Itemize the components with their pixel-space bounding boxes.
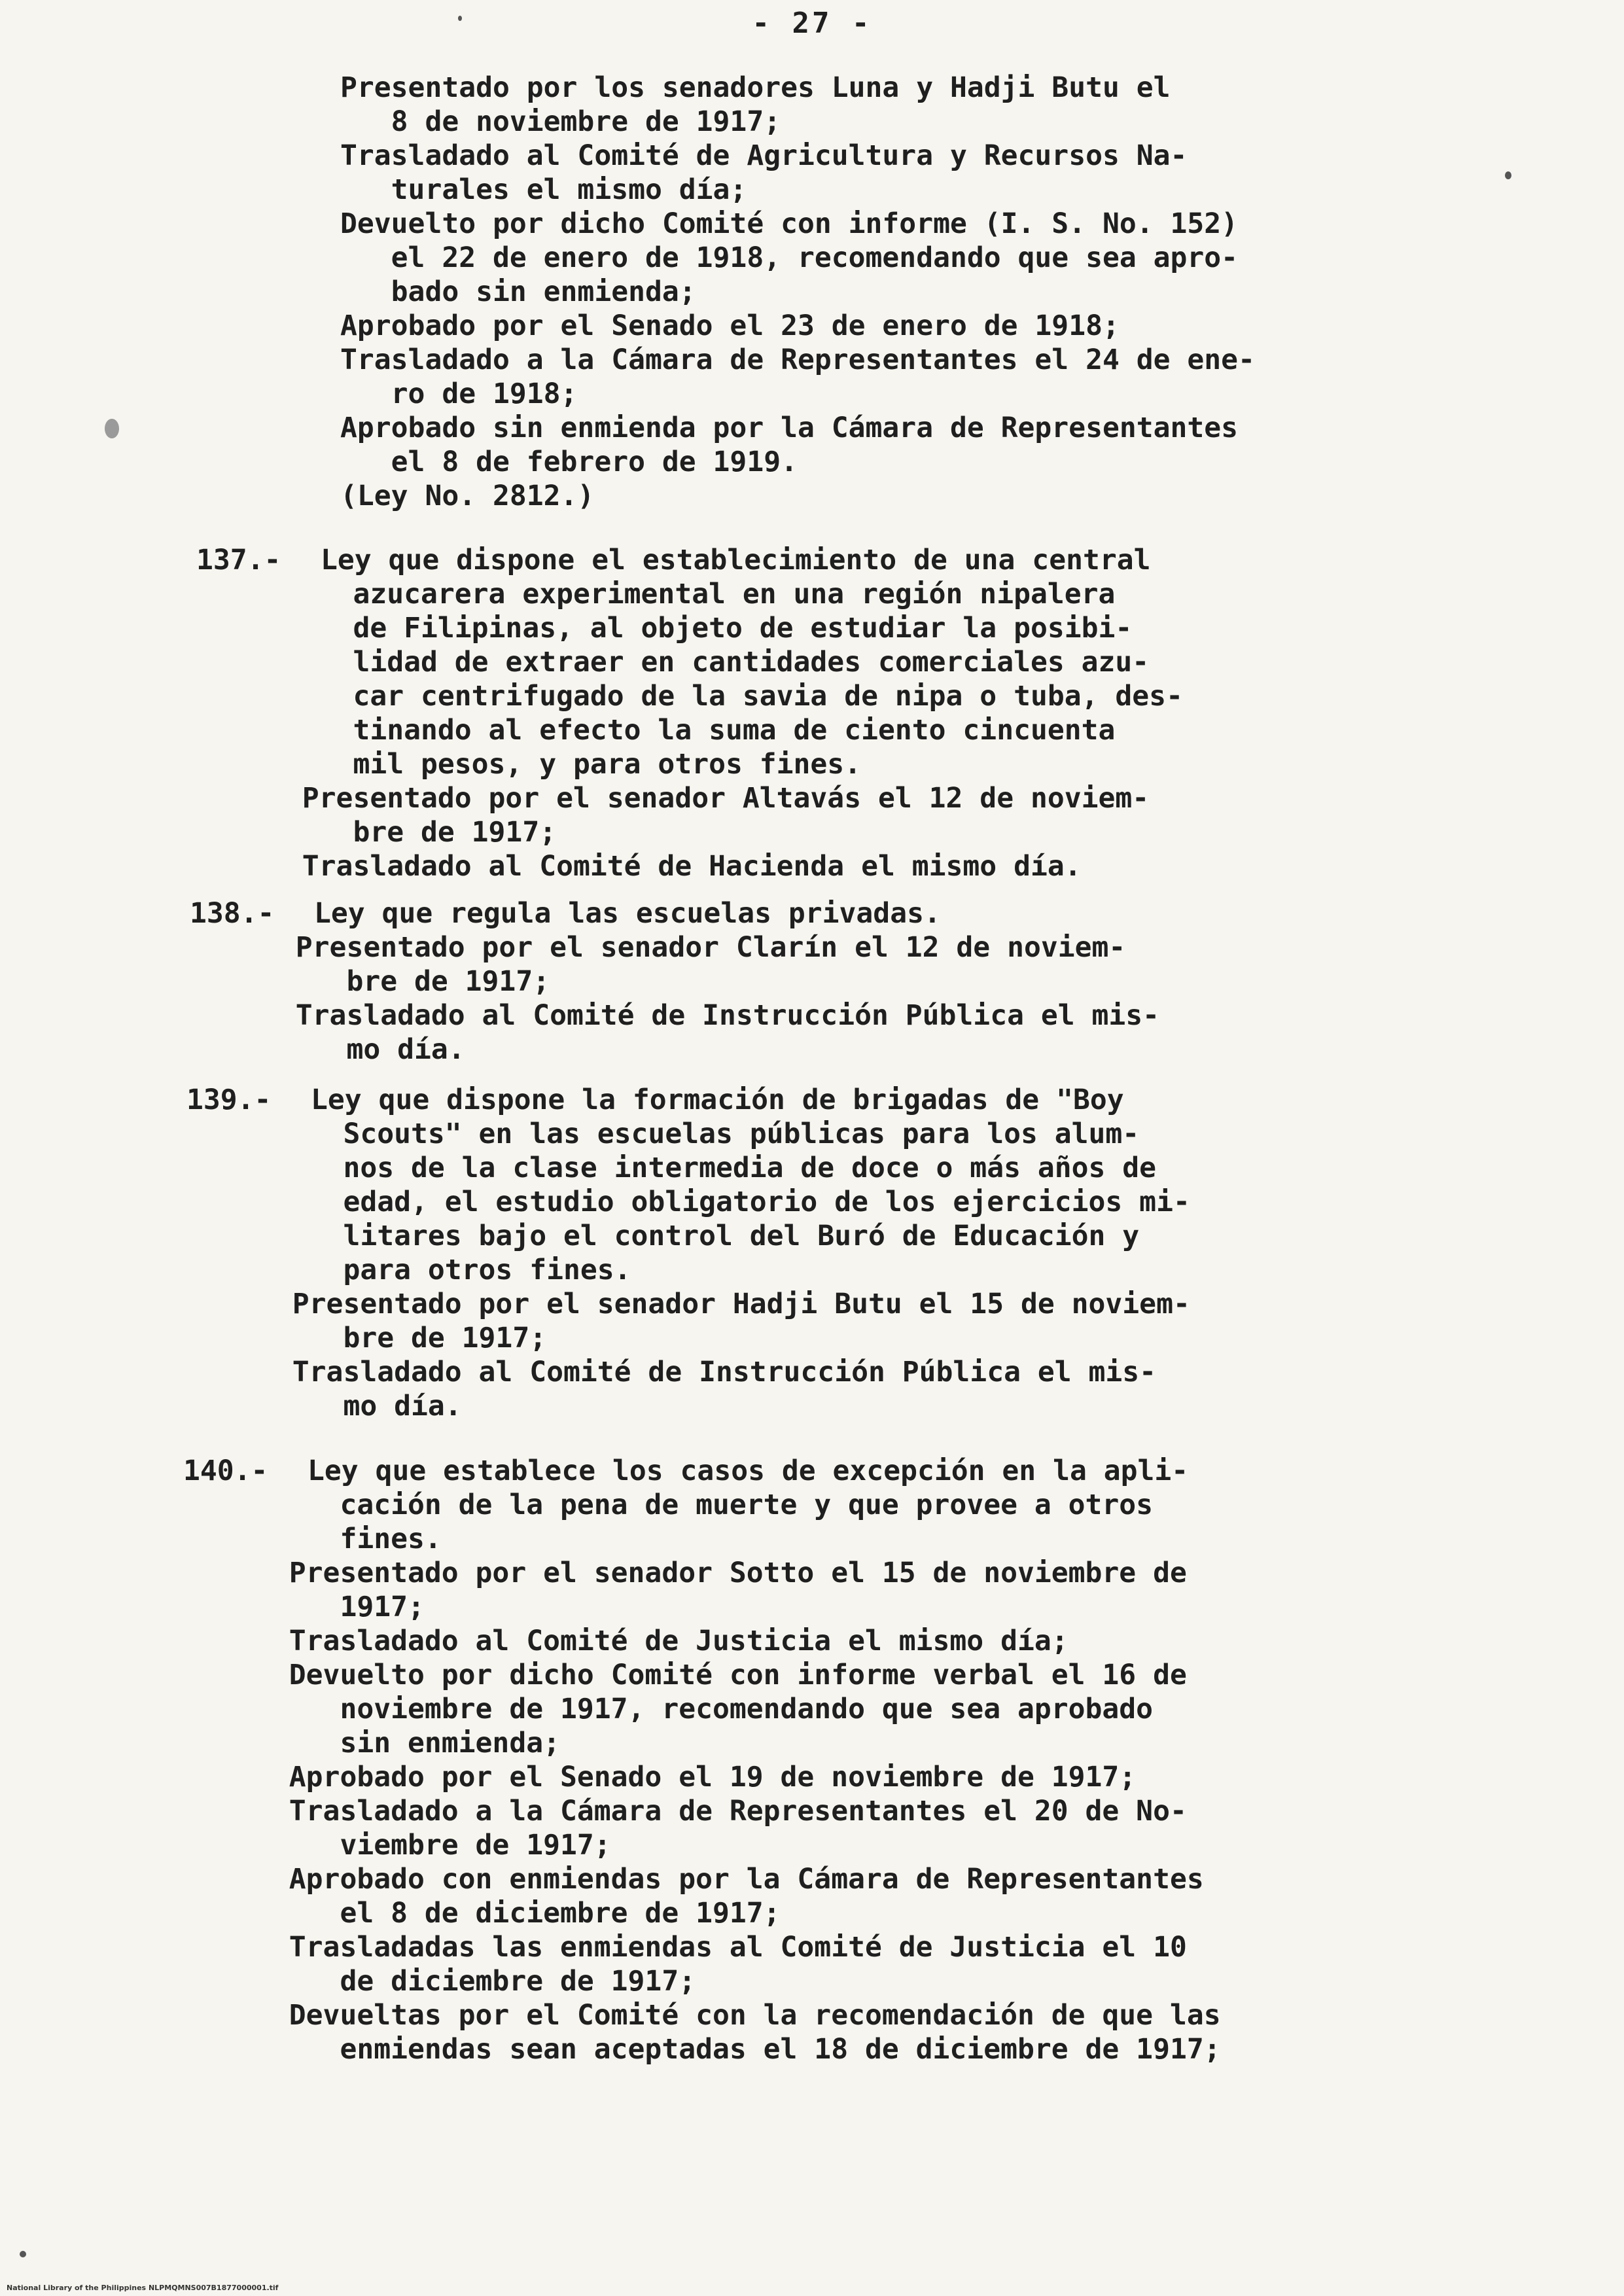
bill-title-first-line: Ley que establece los casos de excepción en la apli-: [308, 1455, 1189, 1487]
bill-line: Trasladado al Comité de Instrucción Pública el mis-: [262, 999, 1160, 1032]
history-line: Presentado por los senadores Luna y Hadji Butu el: [340, 71, 1171, 104]
bill-line: mo día.: [262, 1033, 465, 1066]
history-line: el 8 de febrero de 1919.: [340, 446, 798, 478]
bill-line: Trasladado al Comité de Hacienda el mismo día.: [268, 850, 1082, 883]
bill-line: fines.: [255, 1523, 442, 1555]
bill-line: Scouts" en las escuelas públicas para los alum-: [258, 1118, 1140, 1150]
bill-line: 1917;: [255, 1591, 425, 1623]
history-line: ro de 1918;: [340, 378, 578, 410]
bill-line: Devueltas por el Comité con la recomendación de que las: [255, 1999, 1221, 2032]
bill-line: noviembre de 1917, recomendando que sea aprobado: [255, 1693, 1154, 1725]
bill-line: mil pesos, y para otros fines.: [268, 748, 862, 781]
bill-line: bre de 1917;: [262, 965, 550, 998]
bill-line: Presentado por el senador Altavás el 12 de noviem-: [268, 782, 1150, 815]
history-line: Aprobado sin enmienda por la Cámara de Representantes: [340, 412, 1239, 444]
bill-line: cación de la pena de muerte y que provee a otros: [255, 1489, 1154, 1521]
bill-heading: [183, 1454, 1221, 1488]
bill-138: [190, 896, 1159, 1067]
bill-line: de diciembre de 1917;: [255, 1965, 696, 1998]
history-line: Devuelto por dicho Comité con informe (I. S. No. 152): [340, 207, 1239, 240]
ink-speck: [458, 16, 462, 21]
bill-line: Devuelto por dicho Comité con informe verbal el 16 de: [255, 1659, 1187, 1691]
bill-line: para otros fines.: [258, 1254, 631, 1286]
bill-line: car centrifugado de la savia de nipa o tuba, des-: [268, 680, 1183, 713]
bill-line: sin enmienda;: [255, 1727, 560, 1759]
bill-line: azucarera experimental en una región nipalera: [268, 578, 1116, 610]
bill-140: [183, 1454, 1221, 2066]
bill-line: tinando al efecto la suma de ciento cincuenta: [268, 714, 1116, 747]
bill-number: 140.-: [183, 1455, 268, 1487]
history-line: Trasladado a la Cámara de Representantes el 24 de ene-: [340, 344, 1255, 376]
ink-speck: [20, 2251, 26, 2257]
bill-line: bre de 1917;: [258, 1322, 547, 1354]
bill-line: nos de la clase intermedia de doce o más años de: [258, 1152, 1157, 1184]
history-line: Trasladado al Comité de Agricultura y Recursos Na-: [340, 139, 1188, 172]
history-line: 8 de noviembre de 1917;: [340, 105, 781, 138]
bill-heading: [190, 896, 1159, 930]
bill-line: Trasladado al Comité de Justicia el mismo día;: [255, 1625, 1068, 1657]
bill-line: de Filipinas, al objeto de estudiar la posibi-: [268, 612, 1133, 645]
bill-title-first-line: Ley que regula las escuelas privadas.: [314, 897, 941, 930]
ink-speck: [1505, 171, 1511, 179]
bill-line: Presentado por el senador Sotto el 15 de noviembre de: [255, 1557, 1187, 1589]
bill-title-first-line: Ley que dispone el establecimiento de una central: [321, 544, 1151, 576]
bill-heading: [196, 543, 1183, 577]
bill-line: Presentado por el senador Hadji Butu el 15 de noviem-: [258, 1288, 1190, 1320]
bill-line: enmiendas sean aceptadas el 18 de diciembre de 1917;: [255, 2033, 1221, 2066]
bill-line: Aprobado con enmiendas por la Cámara de Representantes: [255, 1863, 1204, 1896]
bill-139: [186, 1083, 1190, 1423]
scan-footer: National Library of the Philippines NLPMQMNS007B1877000001.tif: [7, 2284, 279, 2292]
history-line: bado sin enmienda;: [340, 275, 696, 308]
bill-number: 137.-: [196, 544, 281, 576]
bill-line: edad, el estudio obligatorio de los ejercicios mi-: [258, 1186, 1190, 1218]
page-number: - 27 -: [752, 7, 872, 40]
bill-line: Presentado por el senador Clarín el 12 de noviem-: [262, 931, 1126, 964]
bill-line: lidad de extraer en cantidades comerciales azu-: [268, 646, 1150, 679]
history-line: (Ley No. 2812.): [340, 480, 595, 512]
history-line: el 22 de enero de 1918, recomendando que sea apro-: [340, 241, 1239, 274]
intro-history: [340, 71, 1255, 513]
bill-line: viembre de 1917;: [255, 1829, 611, 1862]
bill-title-first-line: Ley que dispone la formación de brigadas de "Boy: [311, 1084, 1124, 1116]
history-line: Aprobado por el Senado el 23 de enero de 1918;: [340, 309, 1120, 342]
ink-speck: [105, 419, 119, 438]
history-line: turales el mismo día;: [340, 173, 747, 206]
bill-line: Trasladadas las enmiendas al Comité de Justicia el 10: [255, 1931, 1187, 1964]
bill-137: [196, 543, 1183, 883]
bill-line: Trasladado a la Cámara de Representantes el 20 de No-: [255, 1795, 1187, 1828]
bill-number: 138.-: [190, 897, 275, 930]
bill-number: 139.-: [186, 1084, 272, 1116]
bill-line: el 8 de diciembre de 1917;: [255, 1897, 781, 1930]
bill-line: bre de 1917;: [268, 816, 557, 849]
bill-line: Trasladado al Comité de Instrucción Pública el mis-: [258, 1356, 1157, 1388]
bill-line: mo día.: [258, 1390, 462, 1422]
bill-heading: [186, 1083, 1190, 1117]
bill-line: litares bajo el control del Buró de Educación y: [258, 1220, 1140, 1252]
bill-line: Aprobado por el Senado el 19 de noviembre de 1917;: [255, 1761, 1137, 1793]
